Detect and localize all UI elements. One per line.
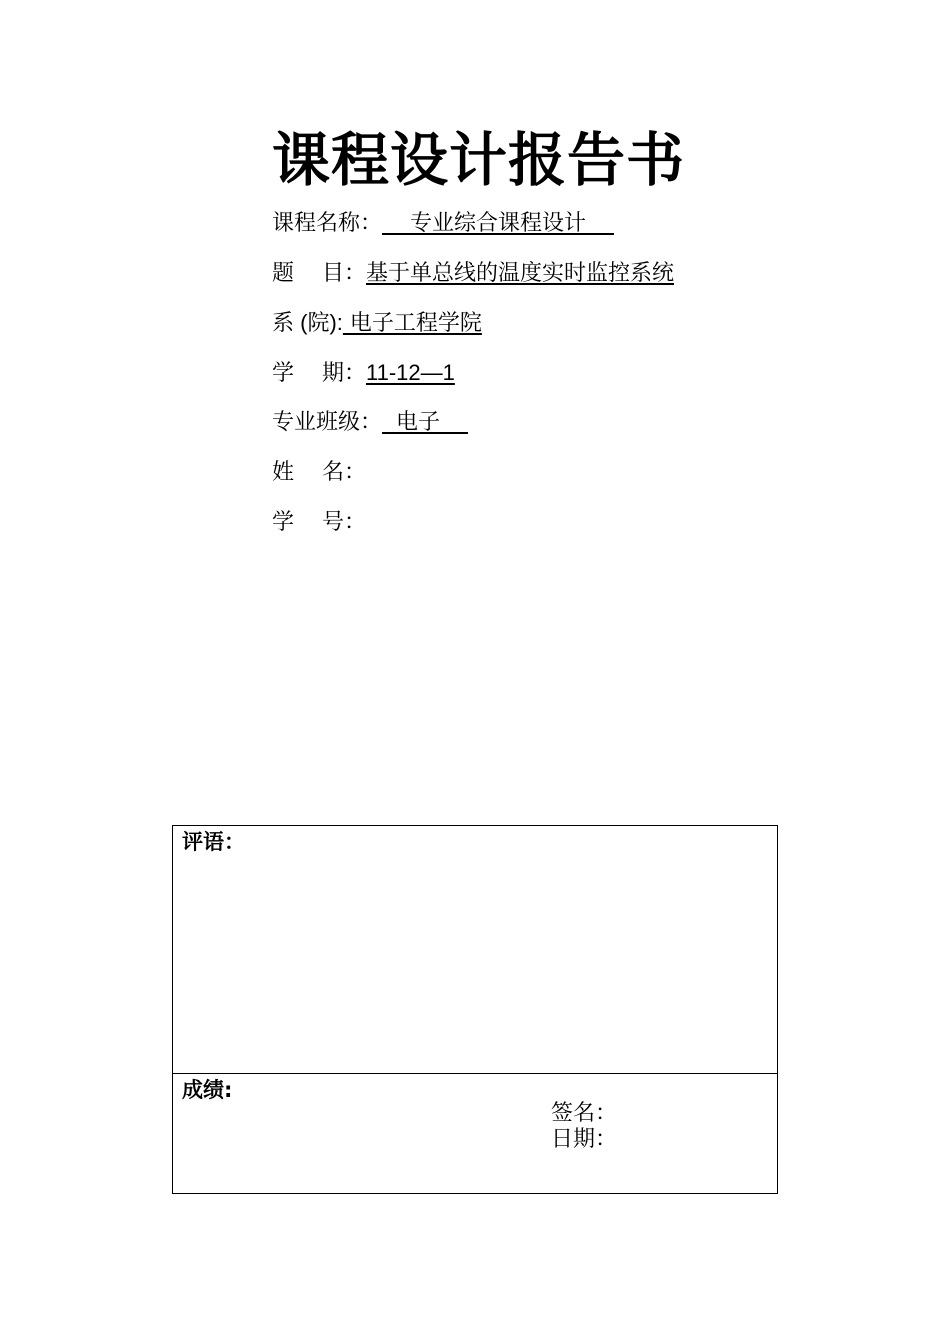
department-row xyxy=(272,308,482,339)
comment-label: 评语： xyxy=(182,830,245,854)
course-name-value: 专业综合课程设计 xyxy=(382,211,614,236)
course-name-row xyxy=(272,209,614,239)
topic-row xyxy=(272,259,674,289)
term-label: 学 期： xyxy=(272,361,366,386)
term-value: 11-12—1 xyxy=(365,360,455,385)
class-label: 专业班级： xyxy=(272,410,383,435)
page-title: 课程设计报告书 xyxy=(272,126,686,194)
student-name-label: 姓 名： xyxy=(272,460,366,485)
course-name-label: 课程名称： xyxy=(272,211,383,236)
student-name-row xyxy=(272,458,366,488)
grade-cell xyxy=(173,1074,777,1193)
signature-label: 签名： xyxy=(551,1101,618,1126)
review-table xyxy=(172,825,778,1194)
date-label: 日期： xyxy=(551,1127,618,1152)
term-row xyxy=(272,358,455,389)
student-id-label: 学 号： xyxy=(272,510,366,535)
grade-label: 成绩: xyxy=(182,1078,233,1102)
class-row xyxy=(272,408,468,438)
class-value: 电子 xyxy=(382,410,468,435)
comment-cell xyxy=(173,826,777,1074)
student-id-row xyxy=(272,508,366,538)
department-label: 系 (院): xyxy=(272,310,343,335)
topic-label: 题 目： xyxy=(272,261,366,286)
department-value: 电子工程学院 xyxy=(342,311,482,336)
topic-value: 基于单总线的温度实时监控系统 xyxy=(365,261,674,286)
